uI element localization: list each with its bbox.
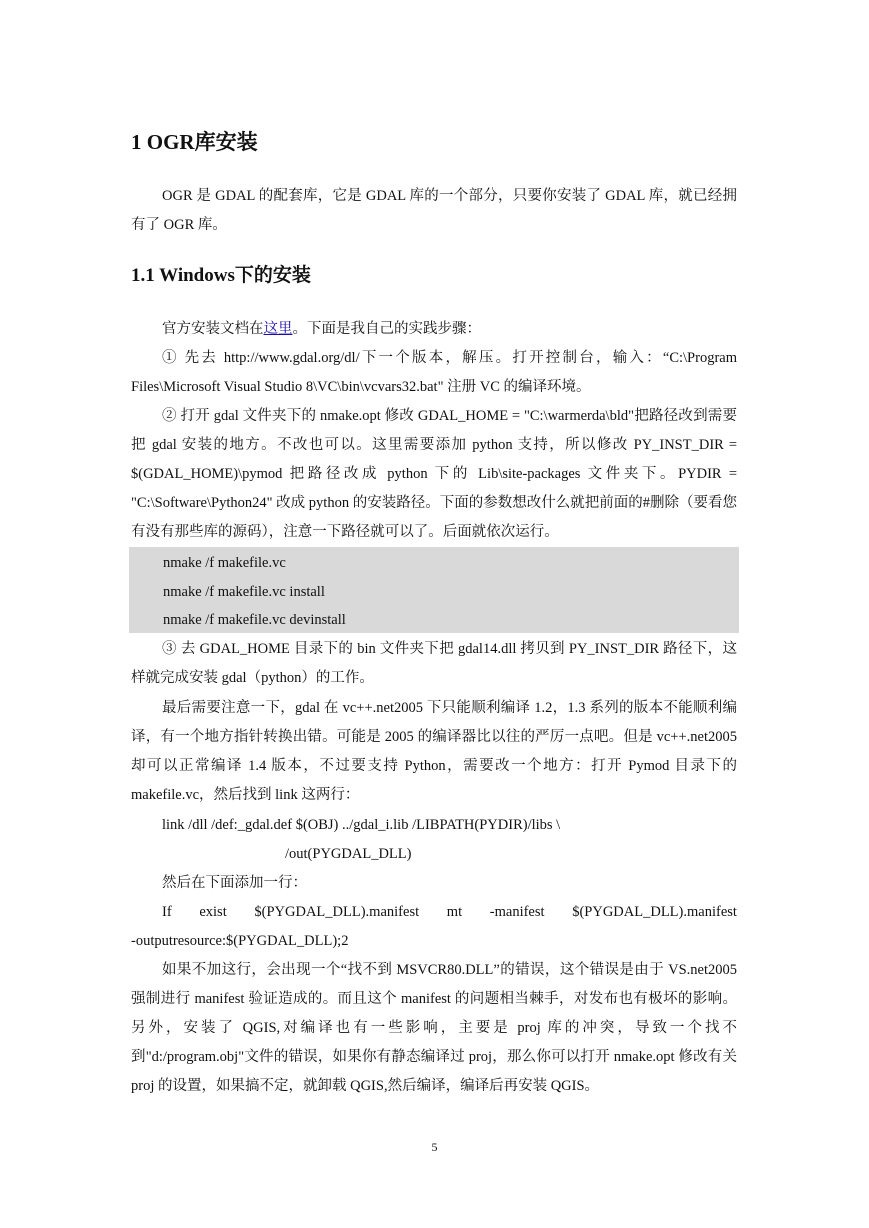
official-docs-suffix: 。下面是我自己的实践步骤： [292,321,481,337]
code-line: nmake /f makefile.vc devinstall [163,612,346,628]
note-paragraph: 最后需要注意一下，gdal 在 vc++.net2005 下只能顺利编译 1.2，1.3 系列的版本不能顺利编译，有一个地方指针转换出错。可能是 2005 的编译器比以往的严厉一点吧。但是 vc++.net2005 却可以正常编译 1.4 版本，不过要支持 Python，需要改一个地方：打开 Pymod 目录下的 makefile.vc，然后找到 link 这两行： [131,700,737,803]
intro-paragraph: OGR 是 GDAL 的配套库，它是 GDAL 库的一个部分，只要你安装了 GDAL 库，就已经拥有了 OGR 库。 [131,188,737,233]
manifest-token: -manifest [489,904,545,920]
step-1-paragraph: ① 先去 http://www.gdal.org/dl/下一个版本，解压。打开控制台，输入：“C:\Program Files\Microsoft Visual Studio 8\VC\bin\vcvars32.bat" 注册 VC 的编译环境。 [131,350,737,395]
manifest-token: exist [199,904,227,920]
add-line-intro: 然后在下面添加一行： [162,875,307,891]
code-line: nmake /f makefile.vc install [163,584,325,600]
subsection-heading-windows: 1.1 Windows下的安装 [131,265,311,286]
link-command-line-1: link /dll /def:_gdal.def $(OBJ) ../gdal_i.lib /LIBPATH(PYDIR)/libs \ [162,817,561,833]
manifest-token: mt [446,904,463,920]
manifest-token: $(PYGDAL_DLL).manifest [254,904,420,920]
manifest-command-continuation: -outputresource:$(PYGDAL_DLL);2 [131,933,349,949]
code-line: nmake /f makefile.vc [163,555,286,571]
official-docs-link[interactable]: 这里 [263,321,293,337]
manifest-command-line [162,898,737,927]
manifest-token: If [162,904,172,920]
official-docs-paragraph [131,315,737,344]
step-3-paragraph: ③ 去 GDAL_HOME 目录下的 bin 文件夹下把 gdal14.dll 拷贝到 PY_INST_DIR 路径下，这样就完成安装 gdal（python）的工作。 [131,641,737,686]
manifest-token: $(PYGDAL_DLL).manifest [572,904,737,920]
page-number: 5 [431,1140,438,1154]
step-2-paragraph: ② 打开 gdal 文件夹下的 nmake.opt 修改 GDAL_HOME = "C:\warmerda\bld"把路径改到需要把 gdal 安装的地方。不改也可以。这里需要添加 python 支持，所以修改 PY_INST_DIR = $(GDAL_HOME)\pymod 把路径改成 python 下的 Lib\site-packages 文件夹下。PYDIR = "C:\Software\Python24" 改成 python 的安装路径。下面的参数想改什么就把前面的#删除（要看您有没有那些库的源码），注意一下路径就可以了。后面就依次运行。 [131,408,737,540]
section-heading-ogr-install: 1 OGR库安装 [131,130,258,154]
official-docs-prefix: 官方安装文档在 [162,321,264,337]
link-command-line-2: /out(PYGDAL_DLL) [285,846,412,862]
final-paragraph: 如果不加这行，会出现一个“找不到 MSVCR80.DLL”的错误，这个错误是由于 VS.net2005 强制进行 manifest 验证造成的。而且这个 manifest 的问题相当棘手，对发布也有极坏的影响。另外，安装了 QGIS,对编译也有一些影响，主要是 proj 库的冲突，导致一个找不到"d:/program.obj"文件的错误，如果你有静态编译过 proj，那么你可以打开 nmake.opt 修改有关 proj 的设置，如果搞不定，就卸载 QGIS,然后编译，编译后再安装 QGIS。 [131,962,737,1094]
